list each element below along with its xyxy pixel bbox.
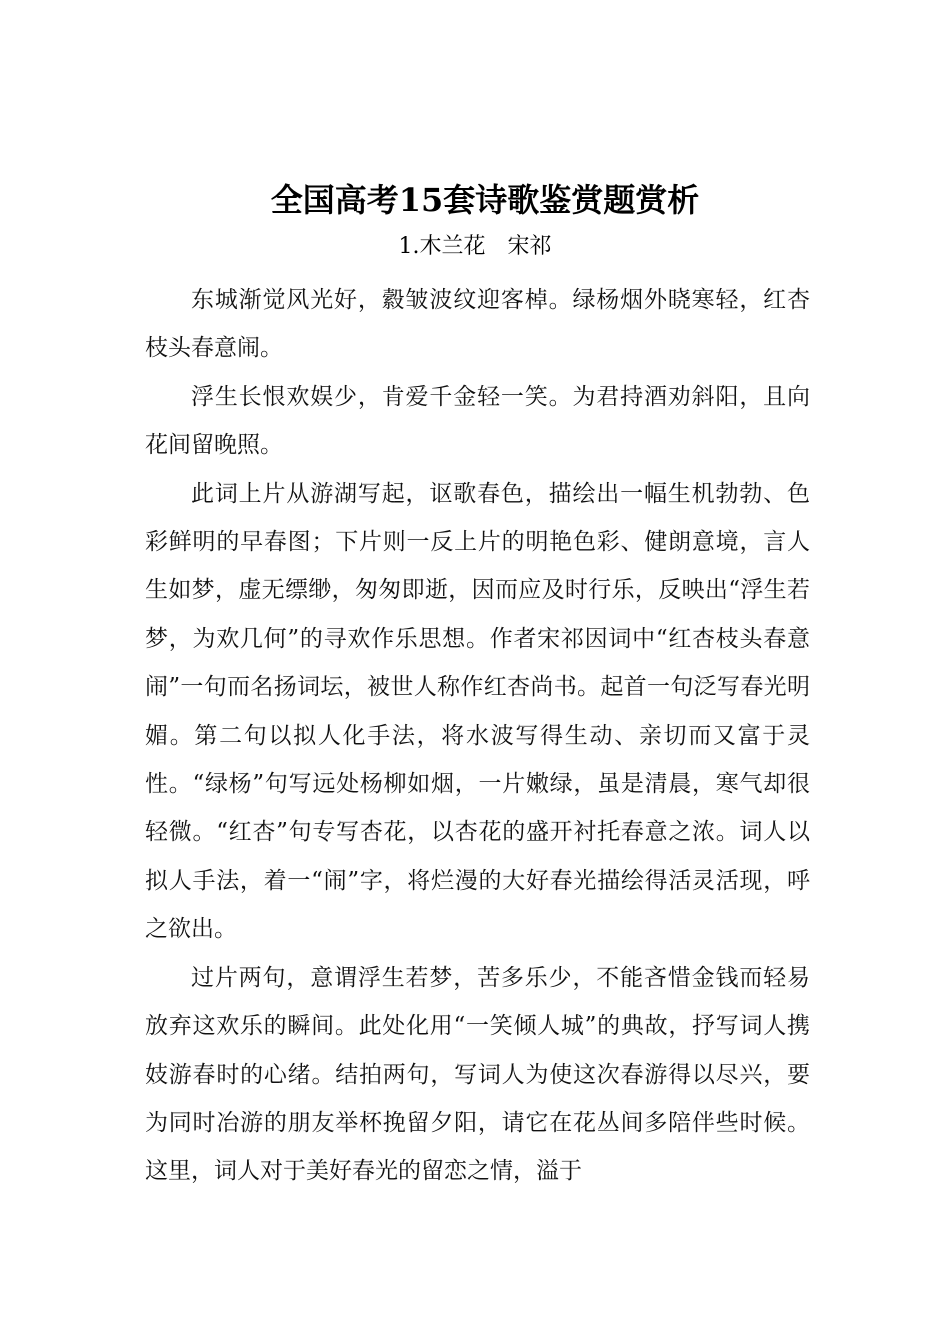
analysis-paragraph-2: 过片两句，意谓浮生若梦，苦多乐少，不能吝惜金钱而轻易放弃这欢乐的瞬间。此处化用“一笑倾人城”的典故，抒写词人携妓游春时的心绪。结拍两句，写词人为使这次春游得以尽兴，要为同时冶游的朋友举杯挽留夕阳，请它在花丛间多陪伴些时候。这里，词人对于美好春光的留恋之情，溢于 xyxy=(145,964,810,1185)
poem-stanza-2: 浮生长恨欢娱少，肯爱千金轻一笑。为君持酒劝斜阳，且向花间留晚照。 xyxy=(145,383,810,459)
document-title: 全国高考15套诗歌鉴赏题赏析 xyxy=(270,181,700,219)
document-body xyxy=(145,276,810,1196)
poem-heading: 1.木兰花 宋祁 xyxy=(398,234,552,259)
analysis-paragraph-1: 此词上片从游湖写起，讴歌春色，描绘出一幅生机勃勃、色彩鲜明的早春图；下片则一反上片的明艳色彩、健朗意境，言人生如梦，虚无缥缈，匆匆即逝，因而应及时行乐，反映出“浮生若梦，为欢几何”的寻欢作乐思想。作者宋祁因词中“红杏枝头春意闹”一句而名扬词坛，被世人称作红杏尚书。起首一句泛写春光明媚。第二句以拟人化手法，将水波写得生动、亲切而又富于灵性。“绿杨”句写远处杨柳如烟，一片嫩绿，虽是清晨，寒气却很轻微。“红杏”句专写杏花，以杏花的盛开衬托春意之浓。词人以拟人手法，着一“闹”字，将烂漫的大好春光描绘得活灵活现，呼之欲出。 xyxy=(145,480,810,943)
poem-stanza-1: 东城渐觉风光好，縠皱波纹迎客棹。绿杨烟外晓寒轻，红杏枝头春意闹。 xyxy=(145,287,810,362)
